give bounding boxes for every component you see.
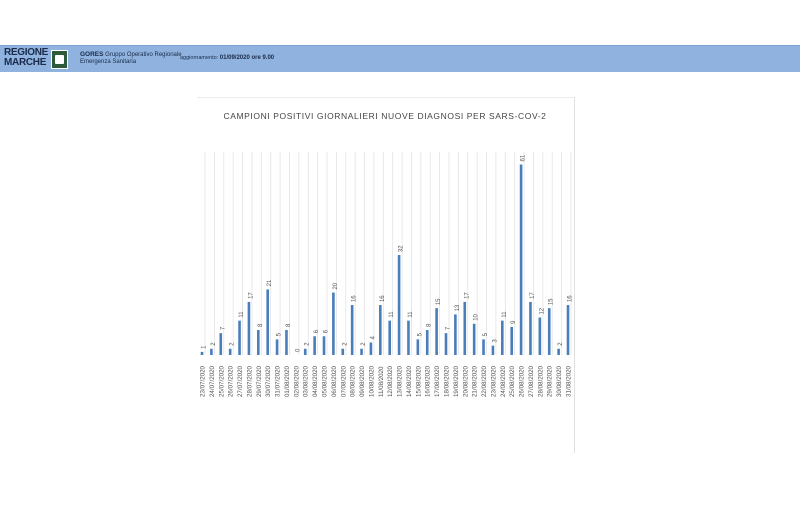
tick-label: 01/08/2020	[283, 366, 291, 397]
bar	[238, 321, 241, 355]
data-label: 8	[285, 323, 292, 328]
bar	[529, 302, 532, 355]
bar	[201, 352, 204, 355]
tick-label: 29/08/2020	[546, 366, 554, 397]
tick-label: 09/08/2020	[359, 366, 367, 397]
bar	[313, 336, 316, 355]
tick-label: 13/08/2020	[396, 366, 404, 397]
tick-label: 23/08/2020	[490, 366, 498, 397]
bar	[482, 339, 485, 355]
data-label: 32	[398, 245, 405, 253]
data-label: 16	[567, 295, 574, 303]
bar	[435, 308, 438, 355]
bar	[388, 321, 391, 355]
data-label: 7	[220, 326, 227, 331]
tick-label: 08/08/2020	[349, 366, 357, 397]
chart-title: CAMPIONI POSITIVI GIORNALIERI NUOVE DIAGNOSI PER SARS-COV-2	[223, 111, 547, 121]
data-label: 5	[483, 333, 490, 337]
data-label: 9	[511, 320, 518, 324]
data-label: 7	[445, 326, 452, 331]
tick-label: 31/08/2020	[565, 366, 573, 397]
data-label: 8	[257, 323, 264, 328]
data-label: 11	[389, 311, 396, 318]
tick-label: 31/07/2020	[274, 366, 282, 397]
data-label: 11	[407, 311, 414, 318]
tick-label: 15/08/2020	[415, 366, 423, 397]
data-label: 16	[379, 295, 386, 303]
data-label: 13	[454, 304, 461, 312]
bar	[276, 339, 279, 355]
data-label: 1	[201, 345, 208, 349]
tick-label: 19/08/2020	[452, 366, 460, 397]
bar	[332, 293, 335, 355]
tick-label: 25/08/2020	[509, 366, 517, 397]
data-label: 2	[361, 342, 368, 346]
tick-label: 03/08/2020	[302, 366, 310, 397]
data-label: 8	[426, 323, 433, 328]
bar	[426, 330, 429, 355]
bar	[285, 330, 288, 355]
bar	[304, 349, 307, 355]
data-label: 11	[501, 311, 508, 318]
bar	[229, 349, 232, 355]
data-label: 17	[248, 292, 255, 299]
tick-label: 23/07/2020	[199, 366, 207, 397]
tick-label: 30/08/2020	[556, 366, 564, 397]
bar	[567, 305, 570, 355]
tick-label: 17/08/2020	[434, 366, 442, 397]
bar	[501, 321, 504, 355]
data-label: 2	[210, 342, 217, 346]
tick-label: 18/08/2020	[443, 366, 451, 397]
tick-label: 26/07/2020	[227, 366, 235, 397]
bar	[407, 321, 410, 355]
tick-label: 29/07/2020	[255, 366, 263, 397]
tick-label: 28/08/2020	[537, 366, 545, 397]
data-label: 2	[304, 342, 311, 346]
data-label: 5	[276, 333, 283, 337]
org-long-line1: Gruppo Operativo Regionale	[105, 52, 182, 58]
tick-label: 21/08/2020	[471, 366, 479, 397]
tick-label: 14/08/2020	[405, 366, 413, 397]
bar	[473, 324, 476, 355]
tick-label: 05/08/2020	[321, 366, 329, 397]
bar	[548, 308, 551, 355]
bar	[370, 343, 373, 355]
tick-label: 10/08/2020	[368, 366, 376, 397]
bar	[398, 255, 401, 355]
tick-label: 27/08/2020	[527, 366, 535, 397]
update-label: aggiornamento:	[180, 55, 219, 61]
data-label: 20	[332, 282, 339, 290]
org-short: GORES	[80, 51, 104, 58]
data-label: 2	[229, 342, 236, 346]
data-label: 2	[342, 342, 349, 346]
tick-label: 07/08/2020	[340, 366, 348, 397]
data-label: 4	[370, 336, 377, 340]
tick-label: 06/08/2020	[330, 366, 338, 397]
tick-label: 16/08/2020	[424, 366, 432, 397]
tick-label: 28/07/2020	[246, 366, 254, 397]
bar	[219, 333, 222, 355]
tick-label: 11/08/2020	[377, 366, 385, 397]
tick-label: 22/08/2020	[481, 366, 489, 397]
data-label: 21	[267, 279, 274, 287]
data-label: 3	[492, 339, 499, 343]
data-label: 0	[295, 348, 302, 352]
tick-label: 25/07/2020	[218, 366, 226, 397]
data-label: 16	[351, 295, 358, 303]
tick-label: 27/07/2020	[237, 366, 245, 397]
data-label: 2	[558, 342, 565, 346]
data-label: 10	[473, 314, 480, 321]
bar	[360, 349, 363, 355]
bar	[417, 339, 420, 355]
bar	[492, 346, 495, 355]
data-label: 6	[314, 329, 321, 334]
data-label: 17	[464, 292, 471, 299]
tick-label: 12/08/2020	[387, 366, 395, 397]
bar	[557, 349, 560, 355]
data-label: 12	[539, 307, 546, 315]
data-label: 15	[548, 298, 555, 306]
bar	[341, 349, 344, 355]
data-label: 11	[239, 311, 246, 318]
bar	[539, 318, 542, 355]
bar	[463, 302, 466, 355]
tick-label: 24/07/2020	[208, 366, 216, 397]
logo-line1: REGIONE	[4, 47, 49, 58]
tick-label: 24/08/2020	[499, 366, 507, 397]
data-label: 6	[323, 329, 330, 334]
org-long-line2: Emergenza Sanitaria	[80, 59, 137, 65]
data-label: 17	[529, 292, 536, 299]
bar	[445, 333, 448, 355]
update-value: 01/09/2020 ore 9.00	[219, 55, 275, 61]
bar	[454, 314, 457, 355]
tick-label: 30/07/2020	[265, 366, 273, 397]
data-label: 5	[417, 333, 424, 337]
tick-label: 04/08/2020	[312, 366, 320, 397]
tick-label: 02/08/2020	[293, 366, 301, 397]
bar	[379, 305, 382, 355]
data-label: 15	[436, 298, 443, 306]
tick-label: 26/08/2020	[518, 366, 526, 397]
bar	[323, 336, 326, 355]
logo-line2: MARCHE	[4, 57, 47, 68]
bar	[257, 330, 260, 355]
bar	[510, 327, 513, 355]
bar	[266, 289, 269, 355]
data-label: 61	[520, 154, 527, 162]
bar	[248, 302, 251, 355]
bar	[351, 305, 354, 355]
bar	[210, 349, 213, 355]
tick-label: 20/08/2020	[462, 366, 470, 397]
bar	[520, 164, 523, 355]
